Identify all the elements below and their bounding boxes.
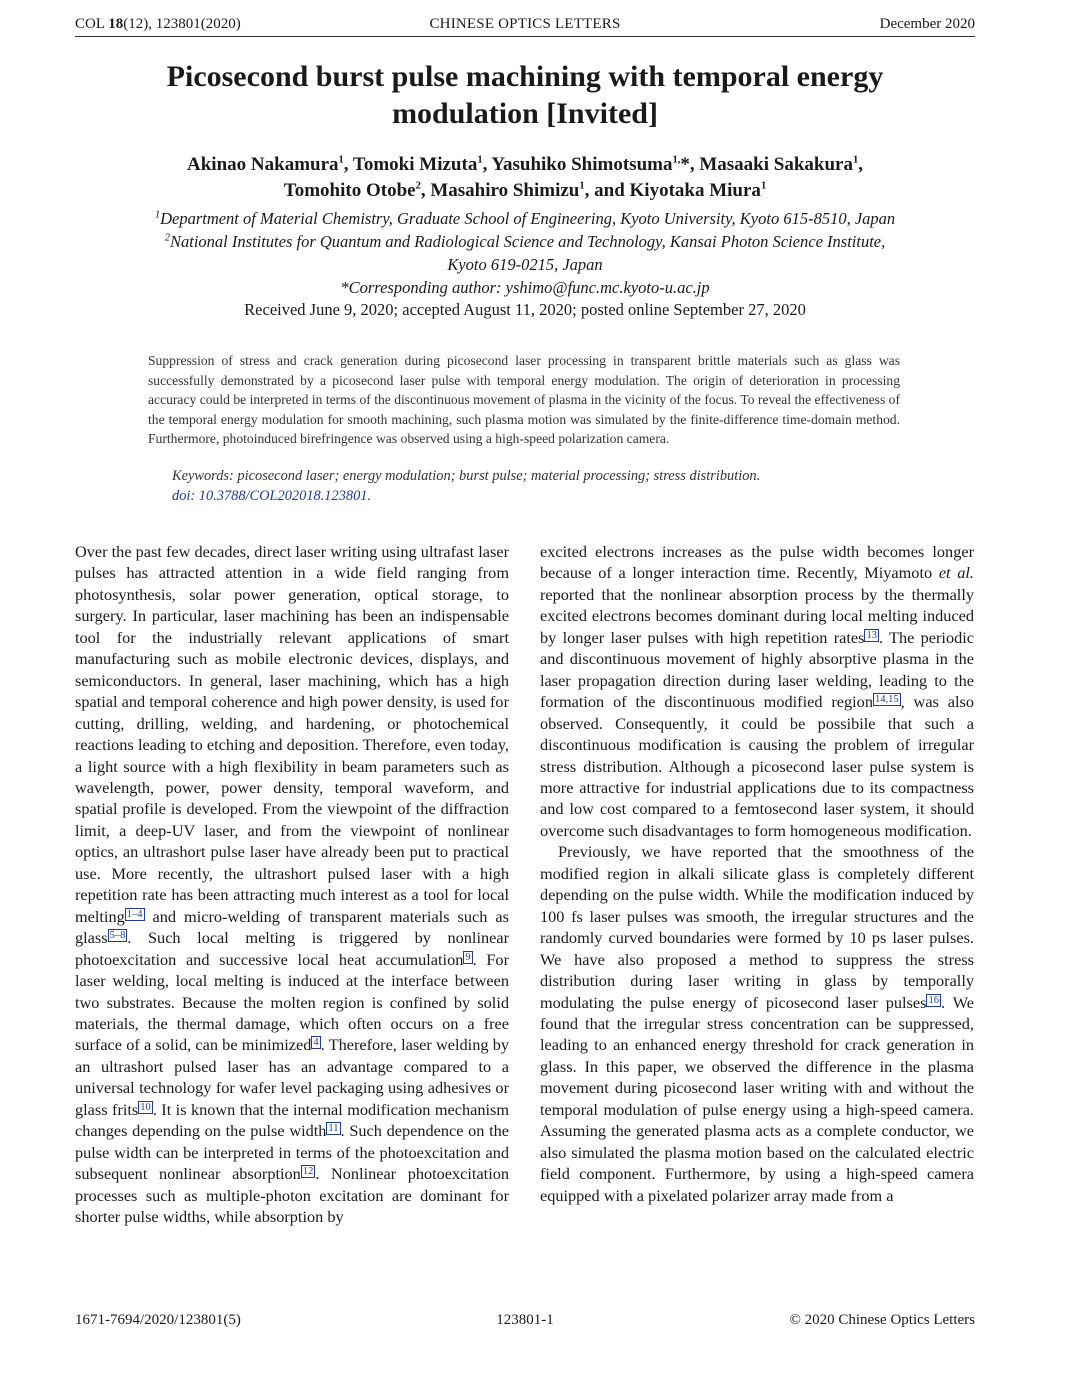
body-column-right	[540, 541, 974, 1206]
citation-link[interactable]: 4	[313, 1037, 319, 1049]
corresponding-author: *Corresponding author: yshimo@func.mc.kyoto-u.ac.jp	[340, 278, 710, 297]
citation-link[interactable]: 10	[140, 1101, 151, 1113]
citation-link[interactable]: 9	[465, 951, 471, 963]
paragraph: Over the past few decades, direct laser writing using ultrafast laser pulses has attracted attention in a wide field ranging from photosynthesis, solar power generation, optical storage, to surgery. In particular, laser machining has been an indispensable tool for the industrially relevant applications of smart manufacturing such as mobile electronic devices, displays, and semiconductors. In general, laser machining, which has a high spatial and temporal coherence and high power density, is used for cutting, drilling, welding, and hardening, or photochemical reactions leading to etching and deposition. Therefore, even today, a light source with a high flexibility in beam parameters such as wavelength, power, power density, temporal waveform, and spatial profile is developed. From the viewpoint of the diffraction limit, a deep-UV laser, and from the viewpoint of nonlinear optics, an ultrashort pulse laser have already been put to practical use. More recently, the ultrashort pulsed laser with a high repetition rate has been attracting much interest as a tool for local melting $^{1-4}$ and micro-welding of transparent materials such as glass $^{5-8}$ . Such local melting is triggered by nonlinear photoexcitation and successive local heat accumulation $^9$ . For laser welding, local melting is induced at the interface between two substrates. Because the molten region is confined by solid materials, the thermal damage, which often occurs on a free surface of a solid, can be minimized $^4$ . Therefore, laser welding by an ultrashort pulsed laser has an advantage compared to a universal technology for wafer level packaging using adhesives or glass frits $^{10}$ . It is known that the internal modification mechanism changes depending on the pulse width $^{11}$ . Such dependence on the pulse width can be interpreted in terms of the photoexcitation and subsequent nonlinear absorption $^{12}$ . Nonlinear photoexcitation processes such as multiple-photon excitation are dominant for shorter pulse widths, while absorption by	[75, 542, 510, 1227]
page-footer	[75, 1309, 975, 1331]
author-list: Akinao Nakamura$^1$, Tomoki Mizuta$^1$, Yasuhiko Shimotsuma$^{1,}$*, Masaaki Sakakura$^1$, Tomohito Otobe$^2$, Masahiro Shimizu$^1$, and Kiyotaka Miura$^1$	[187, 154, 863, 201]
citation-link[interactable]: 11	[328, 1123, 339, 1135]
received-dates: Received June 9, 2020; accepted August 11, 2020; posted online September 27, 2020	[244, 300, 806, 319]
citation-link[interactable]: 16	[928, 994, 939, 1006]
abstract: Suppression of stress and crack generation during picosecond laser processing in transparent brittle materials such as glass was successfully demonstrated by a picosecond laser pulse with temporal energy modulation. The origin of deterioration in processing accuracy could be interpreted in terms of the discontinuous movement of plasma in the vicinity of the focus. To reveal the effectiveness of the temporal energy modulation for smooth machining, such plasma motion was simulated by the finite-difference time-domain method. Furthermore, photoinduced birefringence was observed using a high-speed polarization camera.	[148, 353, 900, 447]
citation-link[interactable]: 1–4	[126, 908, 143, 920]
affiliation-2-city: Kyoto 619-0215, Japan	[447, 255, 603, 274]
journal-citation: COL 18(12), 123801(2020)	[75, 16, 241, 32]
paragraph: excited electrons increases as the pulse width becomes longer because of a longer interaction time. Recently, Miyamoto et al. reported that the nonlinear absorption process by the thermally excited electrons becomes dominant during local melting induced by longer laser pulses with high repetition rates $^{13}$ . The periodic and discontinuous movement of highly absorptive plasma in the laser propagation direction during laser welding, leading to the formation of the discontinuous modified region $^{14,15}$ , was also observed. Consequently, it could be possibile that such a discontinuous modification is causing the problem of irregular stress distribution. Although a picosecond laser pulse system is more attractive for industrial applications due to its compactness and low cost compared to a femtosecond laser system, it should overcome such disadvantages to form homogeneous modification.	[540, 542, 974, 840]
paragraph: Previously, we have reported that the smoothness of the modified region in alkali silicate glass is completely different depending on the pulse width. While the modification induced by 100 fs laser pulses was smooth, the irregular structures and the randomly curved boundaries were formed by 10 ps laser pulses. We have also proposed a method to suppress the stress distribution during laser writing in glass by temporally modulating the pulse energy of picosecond laser pulses $^{16}$ . We found that the irregular stress concentration can be suppressed, leading to an enhanced energy threshold for crack generation in glass. In this paper, we observed the difference in the plasma movement during picosecond laser writing with and without the temporal modulation of pulse energy using a high-speed camera. Assuming the generated plasma acts as a complete conductor, we also simulated the plasma motion based on the calculated electric field component. Furthermore, by using a high-speed camera equipped with a pixelated polarizer array made from a	[540, 842, 974, 1205]
doi-link[interactable]: doi: 10.3788/COL202018.123801.	[172, 488, 372, 504]
journal-name: CHINESE OPTICS LETTERS	[429, 16, 621, 32]
affiliation-2: $^2$National Institutes for Quantum and Radiological Science and Technology, Kansai Photon Science Institute,	[164, 232, 886, 251]
header-rule	[75, 36, 975, 37]
citation-link[interactable]: 13	[866, 629, 877, 641]
citation-link[interactable]: 12	[302, 1166, 314, 1178]
issue-date: December 2020	[879, 16, 975, 32]
issn: 1671-7694/2020/123801(5)	[75, 1312, 241, 1328]
running-header	[75, 13, 975, 35]
citation-link[interactable]: 5–8	[109, 930, 126, 942]
keywords: Keywords: picosecond laser; energy modulation; burst pulse; material processing; stress distribution.	[172, 468, 761, 484]
copyright: © 2020 Chinese Optics Letters	[789, 1312, 975, 1328]
body-column-left	[75, 541, 509, 1228]
article-title: Picosecond burst pulse machining with temporal energy modulation [Invited]	[166, 60, 884, 130]
citation-link[interactable]: 14,15	[874, 694, 899, 706]
page-number: 123801-1	[496, 1312, 554, 1328]
affiliation-1: $^1$Department of Material Chemistry, Graduate School of Engineering, Kyoto University, Kyoto 615-8510, Japan	[154, 209, 896, 228]
